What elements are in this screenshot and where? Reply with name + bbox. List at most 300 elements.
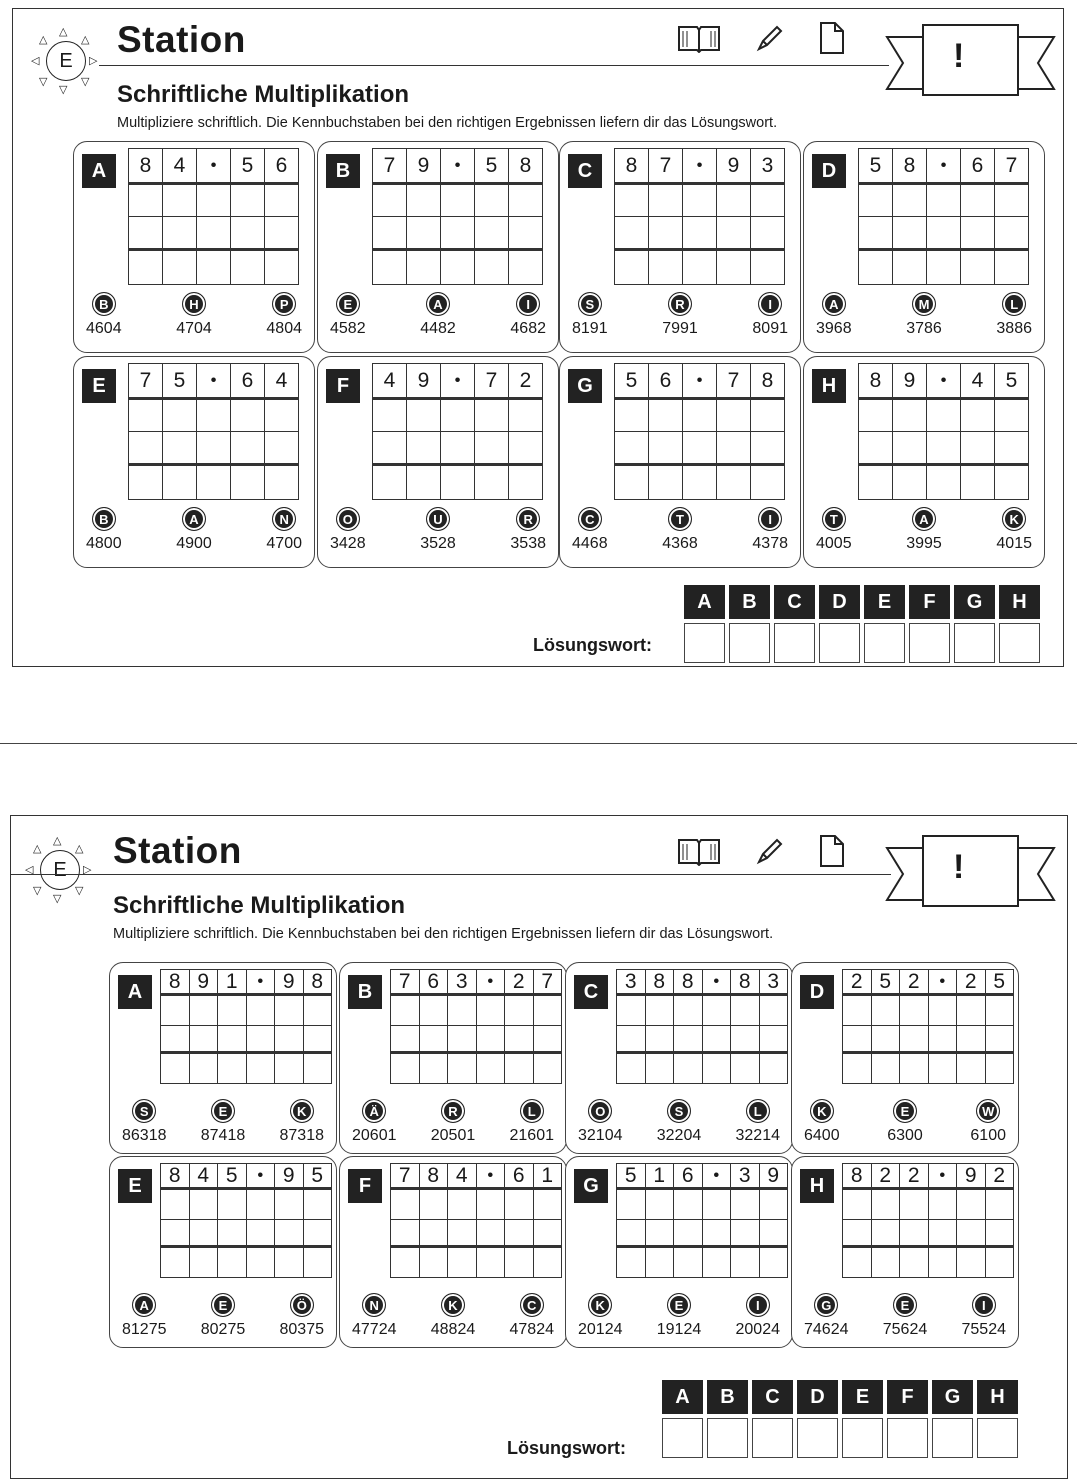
answer-cell[interactable]	[420, 1026, 449, 1054]
answer-cell[interactable]	[265, 466, 299, 500]
solution-box[interactable]	[774, 623, 815, 663]
answer-cell[interactable]	[843, 1220, 872, 1248]
answer-cell[interactable]	[161, 1190, 190, 1220]
answer-cell[interactable]	[674, 1190, 703, 1220]
answer-cell[interactable]	[717, 217, 751, 251]
answer-cell[interactable]	[760, 996, 789, 1026]
answer-cell[interactable]	[373, 185, 407, 217]
answer-cell[interactable]	[373, 466, 407, 500]
task-f	[339, 1156, 567, 1348]
solution-box[interactable]	[932, 1418, 973, 1458]
answer-cell[interactable]	[441, 251, 475, 285]
answer-cell[interactable]	[961, 185, 995, 217]
answer-cell[interactable]	[674, 1220, 703, 1248]
answer-cell[interactable]	[509, 432, 543, 466]
answer-cell[interactable]	[859, 466, 893, 500]
answer-cell[interactable]	[304, 1220, 333, 1248]
answer-cell[interactable]	[995, 185, 1029, 217]
answer-cell[interactable]	[683, 400, 717, 432]
answer-cell[interactable]	[927, 466, 961, 500]
answer-cell[interactable]	[615, 251, 649, 285]
answer-cell[interactable]	[275, 1190, 304, 1220]
answer-cell[interactable]	[929, 996, 958, 1026]
answer-cell[interactable]	[441, 400, 475, 432]
answer-cell[interactable]	[900, 1054, 929, 1084]
solution-box[interactable]	[797, 1418, 838, 1458]
answer-cell[interactable]	[703, 1026, 732, 1054]
answer-cell[interactable]	[407, 251, 441, 285]
answer-cell[interactable]	[674, 1026, 703, 1054]
answer-cell[interactable]	[683, 466, 717, 500]
answer-cell[interactable]	[161, 1054, 190, 1084]
answer-cell[interactable]	[475, 432, 509, 466]
answer-cell[interactable]	[703, 996, 732, 1026]
answer-cell[interactable]	[893, 400, 927, 432]
answer-cell[interactable]	[859, 185, 893, 217]
solution-box[interactable]	[909, 623, 950, 663]
answer-cell[interactable]	[617, 1026, 646, 1054]
answer-cell[interactable]	[247, 1054, 276, 1084]
answer-cell[interactable]	[448, 1248, 477, 1278]
answer-cell[interactable]	[420, 996, 449, 1026]
solution-box[interactable]	[707, 1418, 748, 1458]
answer-cell[interactable]	[218, 1248, 247, 1278]
answer-cell[interactable]	[615, 217, 649, 251]
answer-cell[interactable]	[872, 1220, 901, 1248]
solution-box[interactable]	[684, 623, 725, 663]
answer-cell[interactable]	[703, 1190, 732, 1220]
answer-cell[interactable]	[441, 432, 475, 466]
answer-cell[interactable]	[231, 432, 265, 466]
answer-cell[interactable]	[900, 996, 929, 1026]
answer-cell[interactable]	[617, 1220, 646, 1248]
answer-cell[interactable]	[843, 1026, 872, 1054]
answer-cell[interactable]	[190, 1026, 219, 1054]
answer-cell[interactable]	[275, 1220, 304, 1248]
option-value: 32214	[735, 1127, 780, 1144]
answer-cell[interactable]	[247, 1220, 276, 1248]
answer-cell[interactable]	[986, 996, 1015, 1026]
answer-cell[interactable]	[265, 185, 299, 217]
solution-box[interactable]	[819, 623, 860, 663]
answer-cell[interactable]	[218, 1190, 247, 1220]
answer-cell[interactable]	[509, 217, 543, 251]
answer-cell[interactable]	[751, 466, 785, 500]
answer-cell[interactable]	[617, 996, 646, 1026]
answer-cell[interactable]	[475, 251, 509, 285]
answer-cell[interactable]	[197, 400, 231, 432]
answer-cell[interactable]	[646, 1026, 675, 1054]
answer-cell[interactable]	[441, 217, 475, 251]
answer-cell[interactable]	[717, 432, 751, 466]
answer-option	[736, 1293, 781, 1339]
factor-digit: 1	[534, 1164, 563, 1190]
answer-cell[interactable]	[859, 217, 893, 251]
answer-cell[interactable]	[129, 432, 163, 466]
answer-cell[interactable]	[218, 996, 247, 1026]
answer-cell[interactable]	[649, 217, 683, 251]
calculation-grid	[858, 363, 1029, 500]
solution-box[interactable]	[752, 1418, 793, 1458]
answer-cell[interactable]	[218, 1220, 247, 1248]
answer-cell[interactable]	[927, 400, 961, 432]
answer-cell[interactable]	[163, 217, 197, 251]
answer-cell[interactable]	[929, 1220, 958, 1248]
header-line	[11, 874, 891, 875]
station-sheet-2	[10, 815, 1068, 1479]
answer-cell[interactable]	[751, 217, 785, 251]
answer-cell[interactable]	[872, 1054, 901, 1084]
answer-cell[interactable]	[900, 1248, 929, 1278]
answer-cell[interactable]	[872, 996, 901, 1026]
solution-box[interactable]	[729, 623, 770, 663]
answer-cell[interactable]	[961, 251, 995, 285]
answer-cell[interactable]	[649, 466, 683, 500]
answer-cell[interactable]	[957, 1248, 986, 1278]
answer-cell[interactable]	[275, 1248, 304, 1278]
answer-cell[interactable]	[231, 466, 265, 500]
answer-cell[interactable]	[760, 1248, 789, 1278]
answer-cell[interactable]	[129, 185, 163, 217]
answer-cell[interactable]	[731, 1220, 760, 1248]
answer-cell[interactable]	[163, 400, 197, 432]
answer-cell[interactable]	[986, 1248, 1015, 1278]
answer-cell[interactable]	[391, 1190, 420, 1220]
answer-cell[interactable]	[872, 1026, 901, 1054]
answer-cell[interactable]	[683, 251, 717, 285]
answer-cell[interactable]	[961, 466, 995, 500]
answer-cell[interactable]	[475, 400, 509, 432]
factor-digit: •	[247, 1164, 276, 1190]
solution-box[interactable]	[887, 1418, 928, 1458]
answer-cell[interactable]	[420, 1054, 449, 1084]
answer-cell[interactable]	[674, 1054, 703, 1084]
solution-box[interactable]	[864, 623, 905, 663]
answer-cell[interactable]	[534, 1054, 563, 1084]
answer-cell[interactable]	[649, 432, 683, 466]
answer-cell[interactable]	[731, 1248, 760, 1278]
answer-cell[interactable]	[760, 1190, 789, 1220]
answer-cell[interactable]	[900, 1190, 929, 1220]
answer-cell[interactable]	[683, 185, 717, 217]
answer-cell[interactable]	[760, 1054, 789, 1084]
answer-cell[interactable]	[683, 432, 717, 466]
answer-cell[interactable]	[929, 1054, 958, 1084]
answer-cell[interactable]	[304, 1026, 333, 1054]
option-letter: S	[132, 1099, 156, 1123]
answer-cell[interactable]	[477, 1190, 506, 1220]
solution-box[interactable]	[662, 1418, 703, 1458]
answer-cell[interactable]	[929, 1248, 958, 1278]
answer-cell[interactable]	[407, 432, 441, 466]
answer-cell[interactable]	[760, 1220, 789, 1248]
answer-cell[interactable]	[674, 996, 703, 1026]
answer-cell[interactable]	[649, 185, 683, 217]
answer-cell[interactable]	[929, 1190, 958, 1220]
answer-cell[interactable]	[703, 1220, 732, 1248]
answer-cell[interactable]	[391, 1220, 420, 1248]
instruction-text: Multipliziere schriftlich. Die Kennbuchstaben bei den richtigen Ergebnissen liefern dir das Lösungswort.	[113, 926, 774, 942]
answer-cell[interactable]	[717, 251, 751, 285]
answer-cell[interactable]	[760, 1026, 789, 1054]
answer-cell[interactable]	[163, 251, 197, 285]
answer-cell[interactable]	[304, 996, 333, 1026]
answer-cell[interactable]	[843, 1054, 872, 1084]
answer-cell[interactable]	[649, 251, 683, 285]
answer-cell[interactable]	[872, 1190, 901, 1220]
answer-cell[interactable]	[247, 996, 276, 1026]
answer-cell[interactable]	[477, 1026, 506, 1054]
answer-cell[interactable]	[129, 251, 163, 285]
answer-cell[interactable]	[304, 1248, 333, 1278]
answer-cell[interactable]	[995, 432, 1029, 466]
answer-cell[interactable]	[961, 400, 995, 432]
answer-cell[interactable]	[505, 996, 534, 1026]
answer-cell[interactable]	[717, 400, 751, 432]
answer-cell[interactable]	[275, 1054, 304, 1084]
answer-cell[interactable]	[391, 996, 420, 1026]
answer-cell[interactable]	[731, 1054, 760, 1084]
answer-cell[interactable]	[129, 466, 163, 500]
answer-cell[interactable]	[275, 1026, 304, 1054]
answer-cell[interactable]	[448, 1054, 477, 1084]
answer-cell[interactable]	[373, 251, 407, 285]
answer-cell[interactable]	[893, 185, 927, 217]
answer-cell[interactable]	[674, 1248, 703, 1278]
answer-cell[interactable]	[391, 1248, 420, 1278]
answer-cell[interactable]	[304, 1190, 333, 1220]
answer-cell[interactable]	[231, 185, 265, 217]
answer-options	[330, 507, 546, 553]
answer-cell[interactable]	[161, 1026, 190, 1054]
answer-cell[interactable]	[448, 1220, 477, 1248]
answer-cell[interactable]	[129, 217, 163, 251]
answer-cell[interactable]	[859, 432, 893, 466]
answer-cell[interactable]	[231, 217, 265, 251]
answer-cell[interactable]	[751, 185, 785, 217]
answer-cell[interactable]	[900, 1026, 929, 1054]
answer-cell[interactable]	[477, 996, 506, 1026]
answer-cell[interactable]	[265, 400, 299, 432]
answer-cell[interactable]	[843, 996, 872, 1026]
answer-cell[interactable]	[265, 251, 299, 285]
answer-cell[interactable]	[986, 1190, 1015, 1220]
answer-cell[interactable]	[843, 1190, 872, 1220]
answer-cell[interactable]	[163, 466, 197, 500]
solution-box[interactable]	[977, 1418, 1018, 1458]
answer-cell[interactable]	[407, 185, 441, 217]
answer-option	[86, 507, 122, 553]
answer-cell[interactable]	[617, 1248, 646, 1278]
answer-cell[interactable]	[929, 1026, 958, 1054]
answer-cell[interactable]	[731, 1026, 760, 1054]
answer-cell[interactable]	[373, 400, 407, 432]
answer-cell[interactable]	[961, 432, 995, 466]
answer-cell[interactable]	[304, 1054, 333, 1084]
answer-cell[interactable]	[505, 1190, 534, 1220]
answer-cell[interactable]	[197, 251, 231, 285]
answer-cell[interactable]	[615, 466, 649, 500]
answer-cell[interactable]	[448, 1190, 477, 1220]
answer-cell[interactable]	[420, 1190, 449, 1220]
answer-cell[interactable]	[893, 432, 927, 466]
answer-cell[interactable]	[477, 1248, 506, 1278]
answer-cell[interactable]	[190, 1220, 219, 1248]
answer-cell[interactable]	[190, 1190, 219, 1220]
answer-cell[interactable]	[509, 400, 543, 432]
answer-cell[interactable]	[505, 1220, 534, 1248]
answer-cell[interactable]	[986, 1220, 1015, 1248]
factor-digit: 7	[391, 1164, 420, 1190]
answer-cell[interactable]	[197, 185, 231, 217]
solution-box[interactable]	[954, 623, 995, 663]
answer-cell[interactable]	[957, 1190, 986, 1220]
answer-cell[interactable]	[161, 1248, 190, 1278]
answer-cell[interactable]	[927, 217, 961, 251]
answer-cell[interactable]	[893, 217, 927, 251]
answer-cell[interactable]	[995, 217, 1029, 251]
answer-cell[interactable]	[534, 996, 563, 1026]
answer-cell[interactable]	[703, 1248, 732, 1278]
task-e	[109, 1156, 337, 1348]
answer-cell[interactable]	[275, 996, 304, 1026]
option-letter: L	[520, 1099, 544, 1123]
answer-cell[interactable]	[957, 996, 986, 1026]
answer-cell[interactable]	[615, 400, 649, 432]
answer-cell[interactable]	[859, 400, 893, 432]
answer-cell[interactable]	[407, 400, 441, 432]
answer-cell[interactable]	[391, 1054, 420, 1084]
answer-cell[interactable]	[441, 466, 475, 500]
answer-cell[interactable]	[893, 466, 927, 500]
answer-cell[interactable]	[703, 1054, 732, 1084]
answer-cell[interactable]	[927, 185, 961, 217]
answer-option	[420, 292, 456, 338]
answer-cell[interactable]	[995, 400, 1029, 432]
answer-cell[interactable]	[477, 1054, 506, 1084]
answer-cell[interactable]	[615, 432, 649, 466]
answer-cell[interactable]	[534, 1026, 563, 1054]
answer-cell[interactable]	[646, 996, 675, 1026]
answer-cell[interactable]	[751, 432, 785, 466]
answer-cell[interactable]	[407, 466, 441, 500]
answer-cell[interactable]	[420, 1220, 449, 1248]
solution-box[interactable]	[842, 1418, 883, 1458]
answer-cell[interactable]	[995, 466, 1029, 500]
factor-digit: 2	[900, 970, 929, 996]
answer-cell[interactable]	[646, 1220, 675, 1248]
answer-cell[interactable]	[407, 217, 441, 251]
answer-cell[interactable]	[615, 185, 649, 217]
answer-cell[interactable]	[218, 1054, 247, 1084]
answer-cell[interactable]	[448, 996, 477, 1026]
answer-cell[interactable]	[957, 1026, 986, 1054]
answer-cell[interactable]	[646, 1054, 675, 1084]
answer-cell[interactable]	[717, 185, 751, 217]
answer-cell[interactable]	[420, 1248, 449, 1278]
answer-cell[interactable]	[872, 1248, 901, 1278]
answer-cell[interactable]	[265, 217, 299, 251]
answer-cell[interactable]	[475, 185, 509, 217]
answer-cell[interactable]	[441, 185, 475, 217]
answer-cell[interactable]	[197, 432, 231, 466]
solution-box[interactable]	[999, 623, 1040, 663]
answer-cell[interactable]	[161, 1220, 190, 1248]
answer-cell[interactable]	[373, 217, 407, 251]
answer-cell[interactable]	[843, 1248, 872, 1278]
answer-cell[interactable]	[649, 400, 683, 432]
answer-cell[interactable]	[505, 1054, 534, 1084]
answer-cell[interactable]	[265, 432, 299, 466]
answer-cell[interactable]	[900, 1220, 929, 1248]
answer-cell[interactable]	[475, 466, 509, 500]
answer-cell[interactable]	[129, 400, 163, 432]
answer-cell[interactable]	[927, 251, 961, 285]
answer-cell[interactable]	[231, 400, 265, 432]
answer-cell[interactable]	[475, 217, 509, 251]
answer-cell[interactable]	[509, 185, 543, 217]
option-letter: E	[893, 1099, 917, 1123]
answer-cell[interactable]	[247, 1248, 276, 1278]
answer-cell[interactable]	[646, 1190, 675, 1220]
answer-cell[interactable]	[505, 1026, 534, 1054]
answer-cell[interactable]	[391, 1026, 420, 1054]
answer-cell[interactable]	[163, 185, 197, 217]
task-g	[565, 1156, 793, 1348]
answer-option	[86, 292, 122, 338]
answer-cell[interactable]	[995, 251, 1029, 285]
answer-cell[interactable]	[957, 1054, 986, 1084]
answer-cell[interactable]	[731, 996, 760, 1026]
answer-cell[interactable]	[957, 1220, 986, 1248]
answer-cell[interactable]	[927, 432, 961, 466]
answer-cell[interactable]	[859, 251, 893, 285]
answer-cell[interactable]	[247, 1026, 276, 1054]
answer-cell[interactable]	[646, 1248, 675, 1278]
answer-cell[interactable]	[477, 1220, 506, 1248]
answer-cell[interactable]	[751, 400, 785, 432]
answer-cell[interactable]	[893, 251, 927, 285]
answer-cell[interactable]	[218, 1026, 247, 1054]
answer-cell[interactable]	[509, 466, 543, 500]
answer-cell[interactable]	[534, 1190, 563, 1220]
answer-cell[interactable]	[190, 1248, 219, 1278]
answer-cell[interactable]	[986, 1054, 1015, 1084]
answer-cell[interactable]	[961, 217, 995, 251]
answer-cell[interactable]	[509, 251, 543, 285]
answer-cell[interactable]	[247, 1190, 276, 1220]
answer-cell[interactable]	[161, 996, 190, 1026]
answer-cell[interactable]	[751, 251, 785, 285]
answer-cell[interactable]	[190, 996, 219, 1026]
answer-cell[interactable]	[505, 1248, 534, 1278]
answer-cell[interactable]	[231, 251, 265, 285]
answer-cell[interactable]	[617, 1190, 646, 1220]
answer-cell[interactable]	[731, 1190, 760, 1220]
answer-cell[interactable]	[534, 1248, 563, 1278]
answer-cell[interactable]	[986, 1026, 1015, 1054]
answer-cell[interactable]	[534, 1220, 563, 1248]
answer-cell[interactable]	[448, 1026, 477, 1054]
answer-cell[interactable]	[190, 1054, 219, 1084]
answer-cell[interactable]	[617, 1054, 646, 1084]
answer-cell[interactable]	[683, 217, 717, 251]
answer-cell[interactable]	[197, 466, 231, 500]
answer-cell[interactable]	[717, 466, 751, 500]
answer-cell[interactable]	[373, 432, 407, 466]
answer-cell[interactable]	[197, 217, 231, 251]
answer-cell[interactable]	[163, 432, 197, 466]
